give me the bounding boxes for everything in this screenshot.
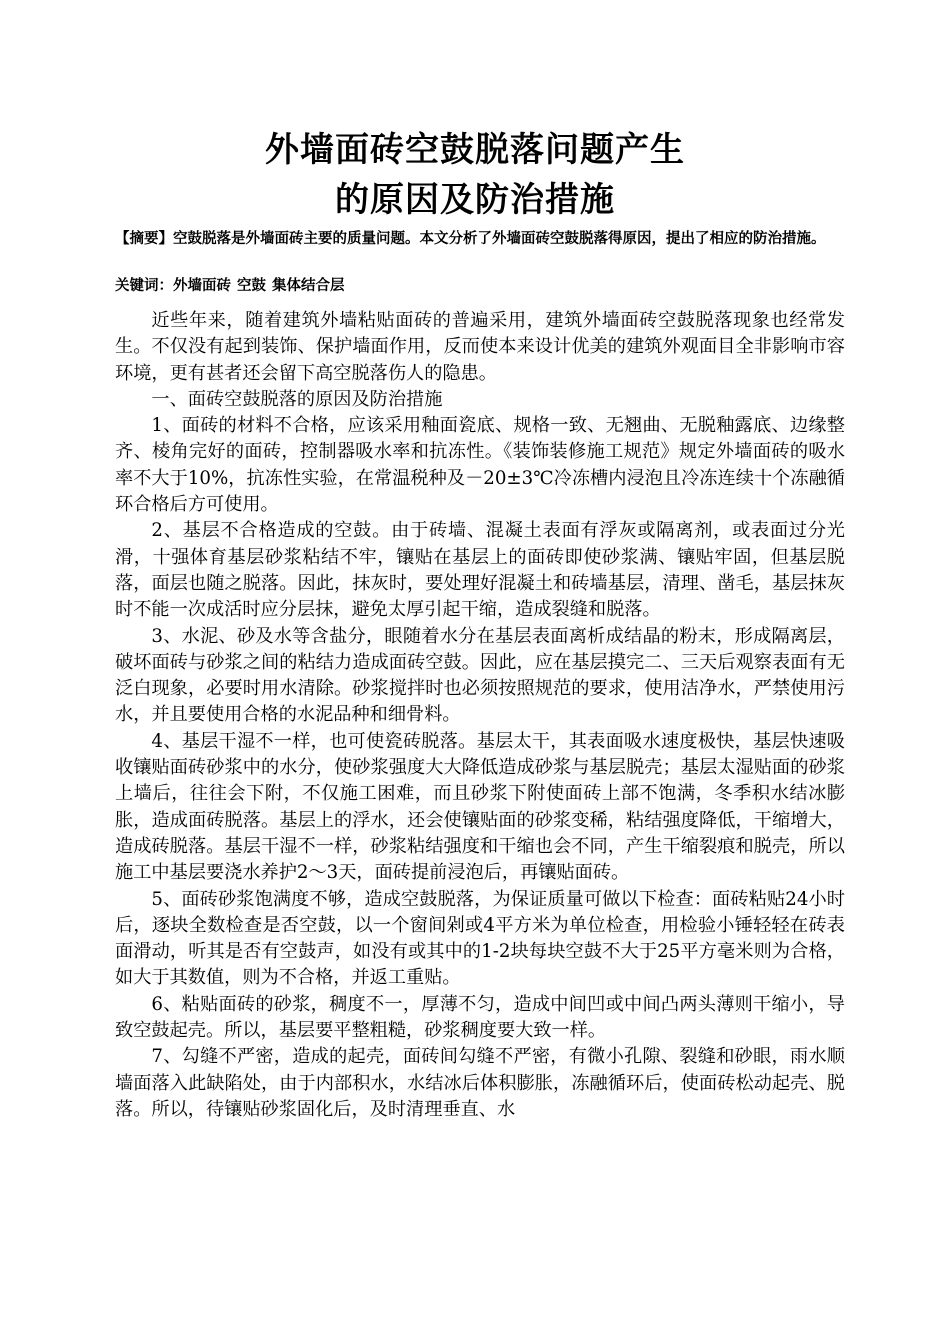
body-paragraph-5: 5、面砖砂浆饱满度不够，造成空鼓脱落，为保证质量可做以下检查：面砖粘贴24小时后，逐块全数检查是否空鼓，以一个窗间剁或4平方米为单位检查，用检验小锤轻轻在砖表面滑动，听其是否有空鼓声，如没有或其中的1-2块每块空鼓不大于25平方毫米则为合格，如大于其数值，则为不合格，并返工重贴。 [115, 888, 845, 989]
keyword-item: 空鼓 [237, 278, 266, 294]
body-paragraph-3: 3、水泥、砂及水等含盐分，眼随着水分在基层表面离析成结晶的粉末，形成隔离层，破坏面砖与砂浆之间的粘结力造成面砖空鼓。因此，应在基层摸完二、三天后观察表面有无泛白现象，必要时用水清除。砂浆搅拌时也必须按照规范的要求，使用洁净水，严禁使用污水，并且要使用合格的水泥品种和细骨料。 [115, 625, 845, 726]
section-heading: 一、面砖空鼓脱落的原因及防治措施 [151, 388, 443, 410]
body-paragraph-7: 7、勾缝不严密，造成的起壳，面砖间勾缝不严密，有微小孔隙、裂缝和砂眼，雨水顺墙面落入此缺陷处，由于内部积水，水结冰后体积膨胀，冻融循环后，使面砖松动起壳、脱落。所以，待镶贴砂浆固化后，及时清理垂直、水 [115, 1046, 845, 1120]
keyword-item: 外墙面砖 [173, 278, 231, 294]
body-paragraph-6: 6、粘贴面砖的砂浆，稠度不一，厚薄不匀，造成中间凹或中间凸两头薄则干缩小，导致空鼓起壳。所以，基层要平整粗糙，砂浆稠度要大致一样。 [115, 993, 845, 1042]
keyword-item: 集体结合层 [272, 278, 345, 294]
abstract: 【摘要】空鼓脱落是外墙面砖主要的质量问题。本文分析了外墙面砖空鼓脱落得原因，提出了相应的防治措施。 [115, 231, 826, 247]
body-paragraph-4: 4、基层干湿不一样，也可使瓷砖脱落。基层太干，其表面吸水速度极快，基层快速吸收镶贴面砖砂浆中的水分，使砂浆强度大大降低造成砂浆与基层脱壳；基层太湿贴面的砂浆上墙后，往往会下附，不仅施工困难，而且砂浆下附使面砖上部不饱满，冬季积水结冰膨胀，造成面砖脱落。基层上的浮水，还会使镶贴面的砂浆变稀，粘结强度降低，干缩增大，造成砖脱落。基层干湿不一样，砂浆粘结强度和干缩也会不同，产生干缩裂痕和脱壳，所以施工中基层要浇水养护2～3天，面砖提前浸泡后，再镶贴面砖。 [115, 730, 845, 884]
document-title-line-2: 的原因及防治措施 [335, 180, 615, 220]
body-paragraph-2: 2、基层不合格造成的空鼓。由于砖墙、混凝土表面有浮灰或隔离剂，或表面过分光滑，十强体育基层砂浆粘结不牢，镶贴在基层上的面砖即使砂浆满、镶贴牢固，但基层脱落，面层也随之脱落。因此，抹灰时，要处理好混凝土和砖墙基层，清理、凿毛，基层抹灰时不能一次成活时应分层抹，避免太厚引起干缩，造成裂缝和脱落。 [115, 520, 845, 621]
body-paragraph-intro: 近些年来，随着建筑外墙粘贴面砖的普遍采用，建筑外墙面砖空鼓脱落现象也经常发生。不仅没有起到装饰、保护墙面作用，反而使本来设计优美的建筑外观面目全非影响市容环境，更有甚者还会留下高空脱落伤人的隐患。 [115, 310, 845, 384]
keywords-label: 关键词： [115, 278, 173, 294]
body-paragraph-1: 1、面砖的材料不合格，应该采用釉面瓷底、规格一致、无翘曲、无脱釉露底、边缘整齐、棱角完好的面砖，控制器吸水率和抗冻性。《装饰装修施工规范》规定外墙面砖的吸水率不大于10%，抗冻性实验，在常温税种及－20±3℃冷冻槽内浸泡且冷冻连续十个冻融循环合格后方可使用。 [115, 415, 845, 516]
document-body [115, 308, 845, 1123]
document-title-line-1: 外墙面砖空鼓脱落问题产生 [265, 130, 685, 170]
keywords [115, 276, 840, 296]
